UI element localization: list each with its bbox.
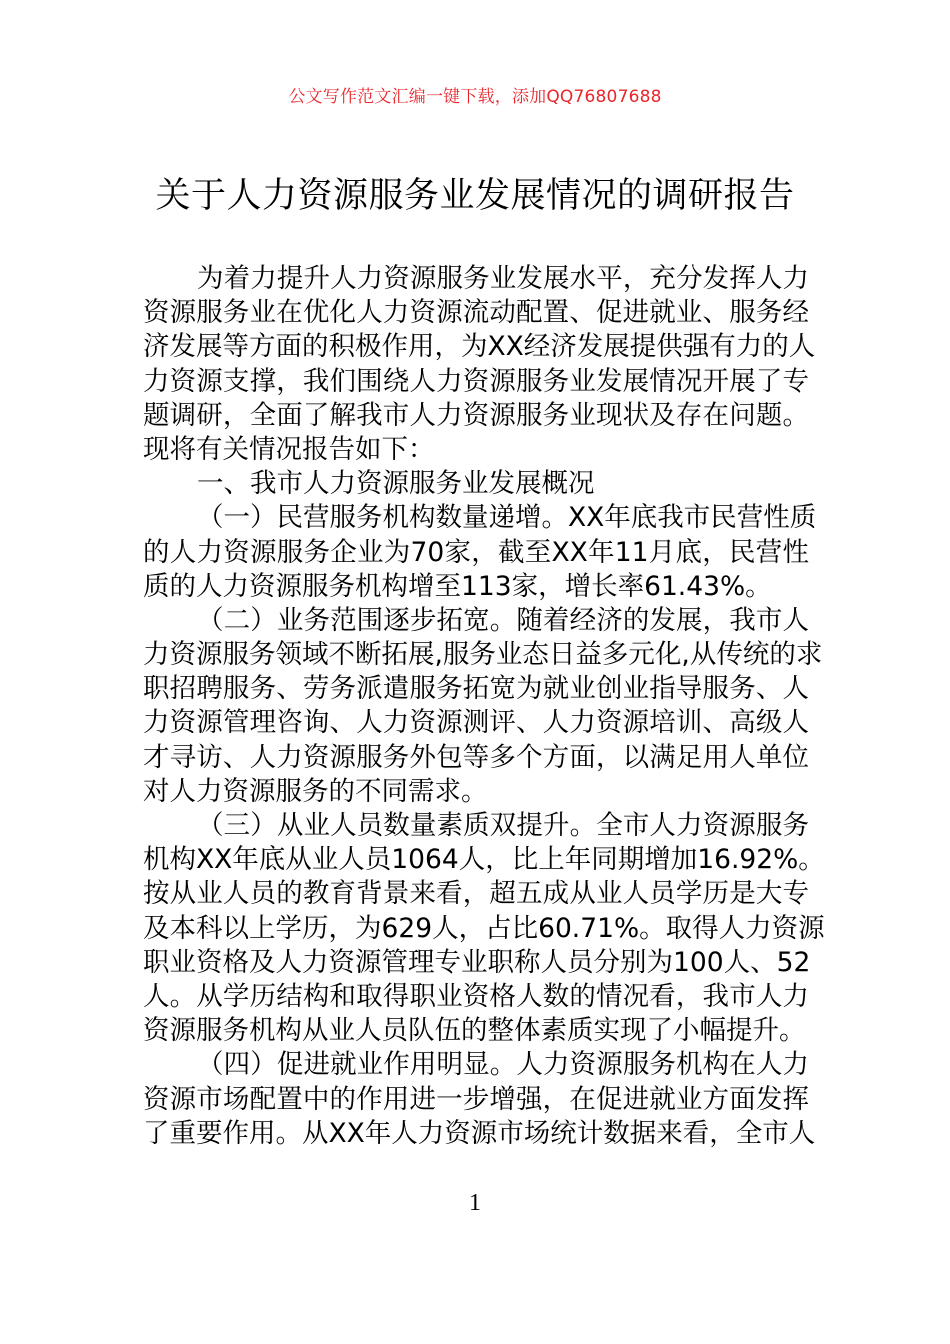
subsection-2-line-6: 对人力资源服务的不同需求。 [143,775,488,807]
subsection-4-line-2: 资源市场配置中的作用进一步增强，在促进就业方面发挥 [143,1083,809,1115]
page-number: 1 [469,1190,481,1216]
document-title: 关于人力资源服务业发展情况的调研报告 [155,176,795,216]
paragraph-intro-line-6: 现将有关情况报告如下： [143,433,435,465]
subsection-2-line-3: 职招聘服务、劳务派遣服务拓宽为就业创业指导服务、人 [143,673,809,705]
subsection-3-line-1: （三）从业人员数量素质双提升。全市人力资源服务 [197,810,809,841]
paragraph-intro-line-3: 济发展等方面的积极作用，为XX经济发展提供强有力的人 [143,331,816,363]
document-body [143,262,825,1151]
subsection-2-line-1: （二）业务范围逐步拓宽。随着经济的发展，我市人 [197,604,809,636]
subsection-1-line-3: 质的人力资源服务机构增至113家，增长率61.43%。 [143,570,772,602]
subsection-1-line-2: 的人力资源服务企业为70家，截至XX年11月底，民营性 [143,536,809,568]
paragraph-intro-line-2: 资源服务业在优化人力资源流动配置、促进就业、服务经 [143,297,809,329]
subsection-4-line-1: （四）促进就业作用明显。人力资源服务机构在人力 [197,1049,809,1081]
section-heading-1: 一、我市人力资源服务业发展概况 [197,468,595,500]
subsection-3-line-2: 机构XX年底从业人员1064人，比上年同期增加16.92%。 [143,844,825,876]
paragraph-intro-line-5: 题调研，全面了解我市人力资源服务业现状及存在问题。 [143,399,809,431]
subsection-3-line-6: 人。从学历结构和取得职业资格人数的情况看，我市人力 [143,980,809,1012]
subsection-2-line-2: 力资源服务领域不断拓展,服务业态日益多元化,从传统的求 [143,639,823,671]
paragraph-intro-line-4: 力资源支撑，我们围绕人力资源服务业发展情况开展了专 [143,365,809,397]
subsection-3-line-4: 及本科以上学历，为629人，占比60.71%。取得人力资源 [143,912,825,944]
subsection-2-line-4: 力资源管理咨询、人力资源测评、人力资源培训、高级人 [143,707,809,739]
subsection-2-line-5: 才寻访、人力资源服务外包等多个方面，以满足用人单位 [143,741,809,773]
subsection-4-line-3: 了重要作用。从XX年人力资源市场统计数据来看，全市人 [143,1117,816,1149]
subsection-1-line-1: （一）民营服务机构数量递增。XX年底我市民营性质 [197,502,817,534]
subsection-3-line-7: 资源服务机构从业人员队伍的整体素质实现了小幅提升。 [143,1015,806,1047]
watermark-download-notice: 公文写作范文汇编一键下载，添加QQ76807688 [288,87,662,107]
subsection-3-line-3: 按从业人员的教育背景来看，超五成从业人员学历是大专 [143,878,809,910]
paragraph-intro-line-1: 为着力提升人力资源服务业发展水平，充分发挥人力 [197,263,809,294]
subsection-3-line-5: 职业资格及人力资源管理专业职称人员分别为100人、52 [143,946,811,978]
